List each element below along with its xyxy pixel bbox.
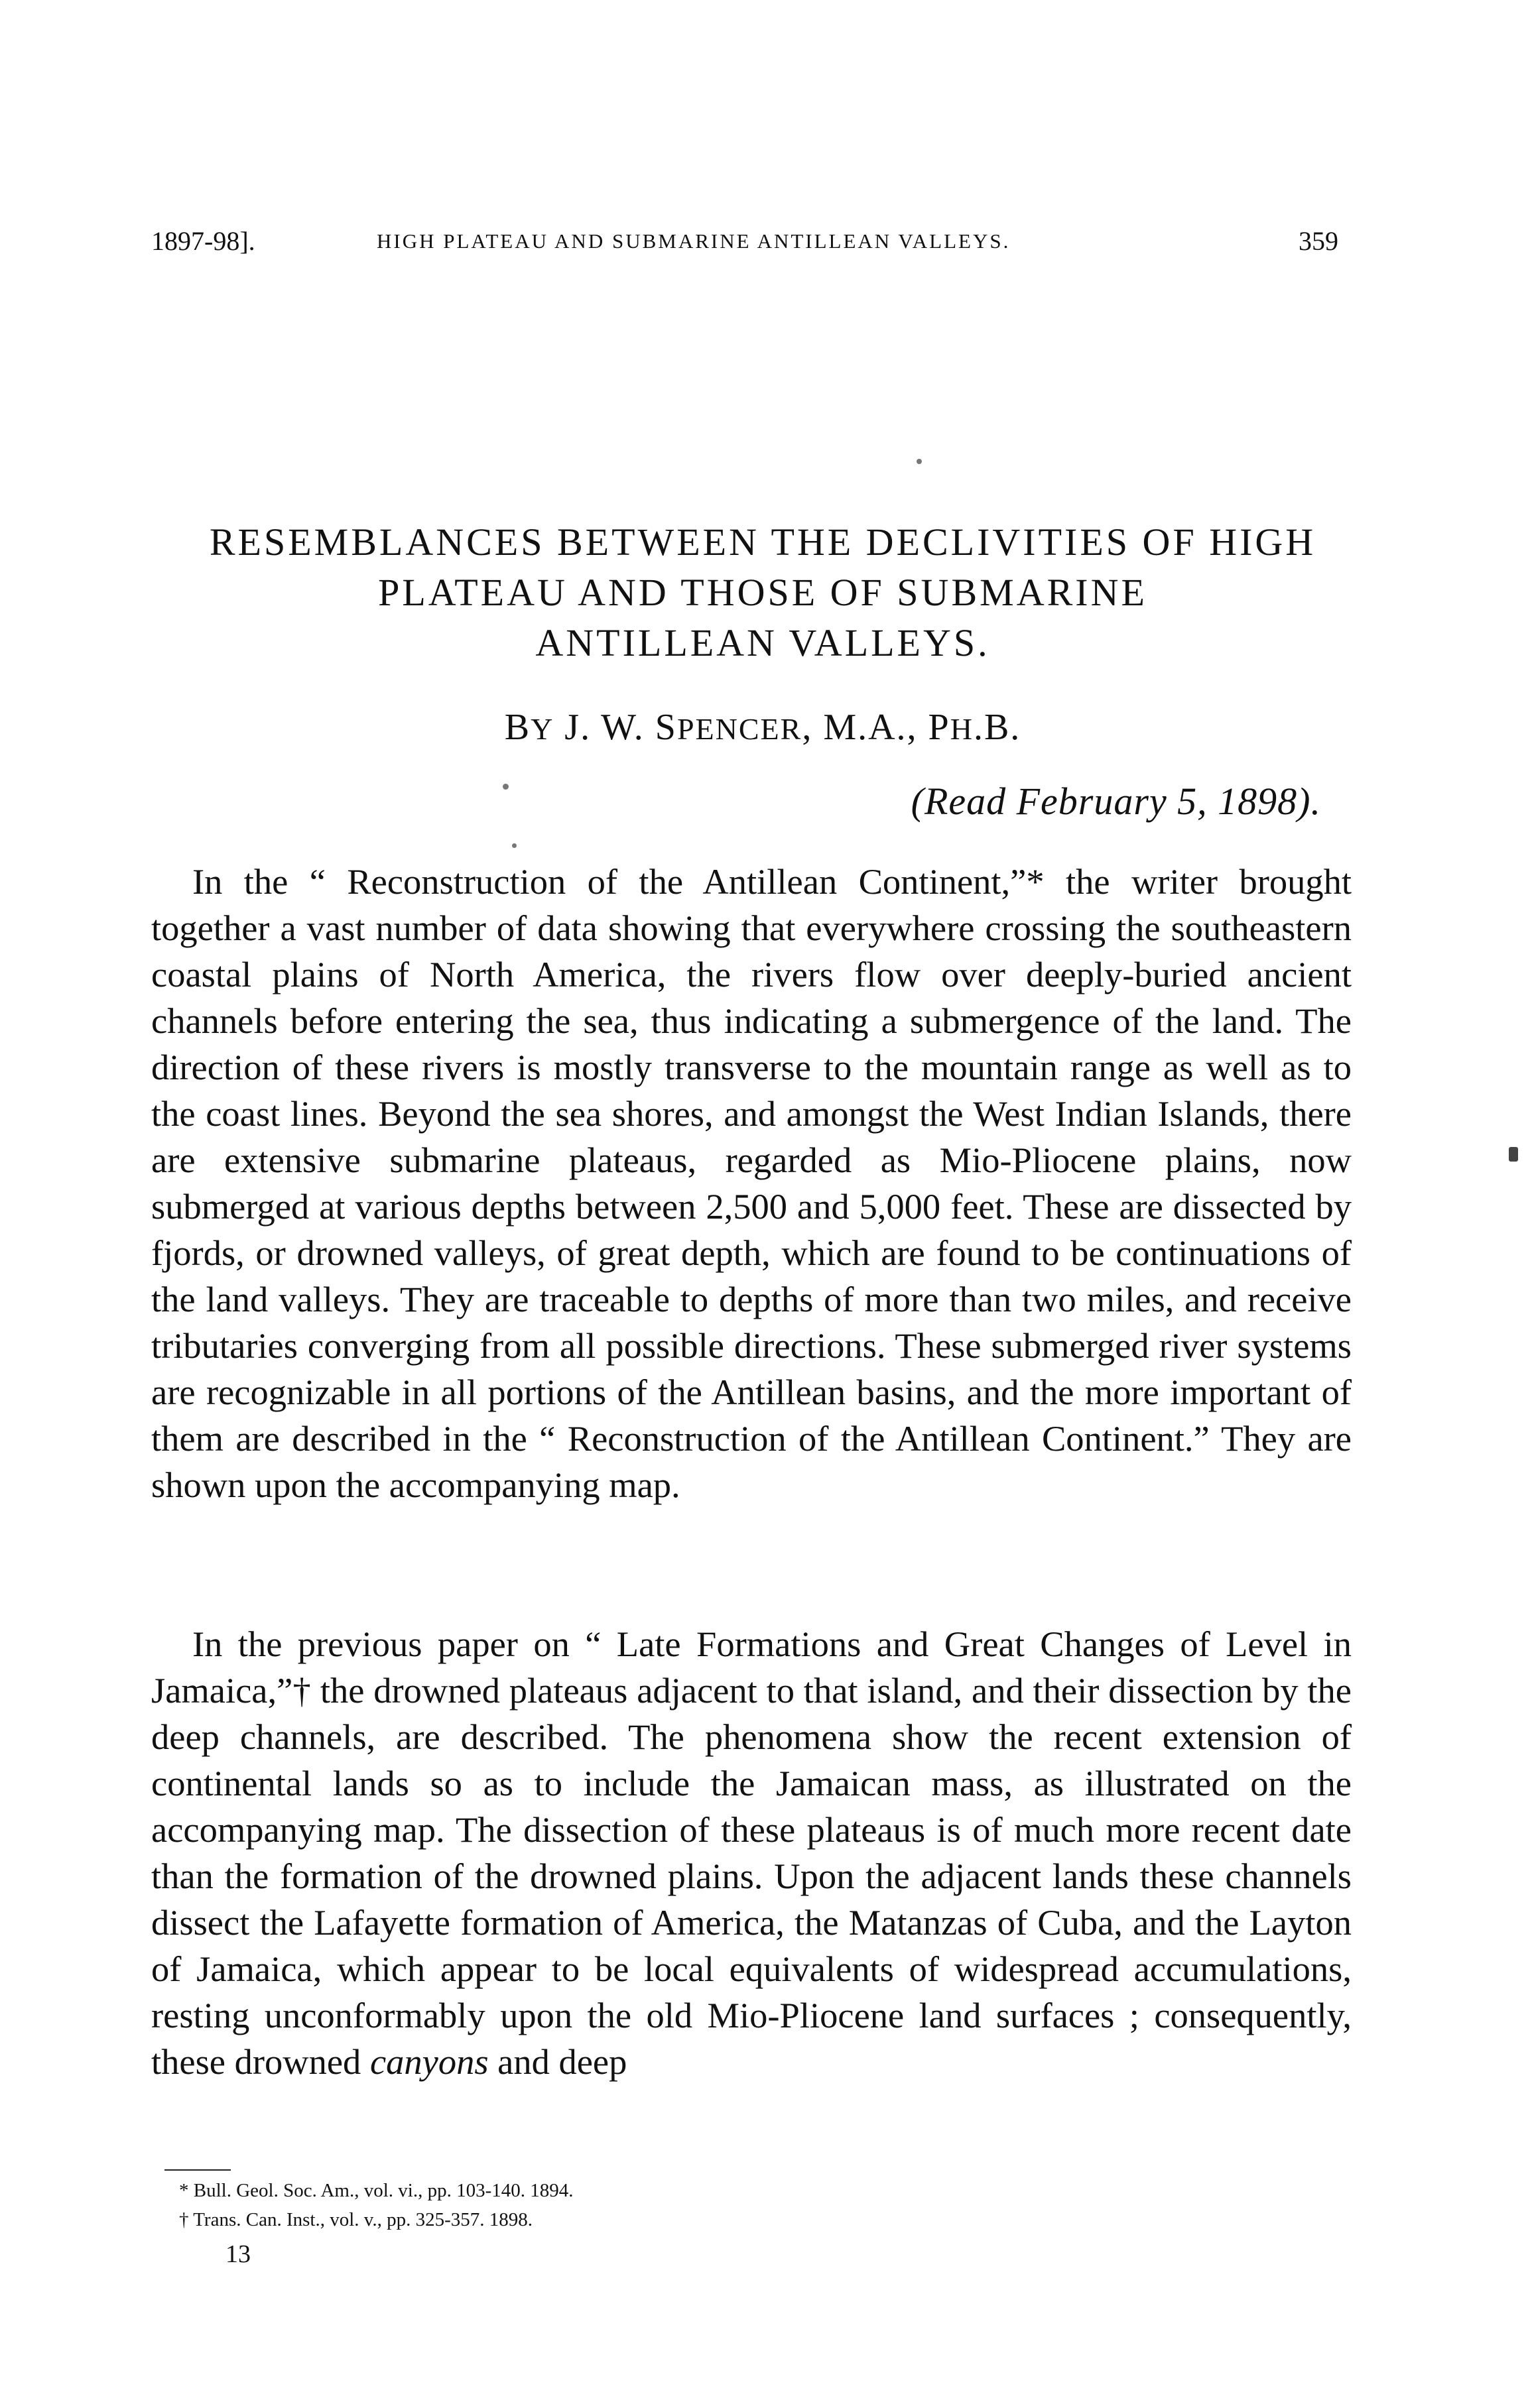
paragraph-2-text bbox=[151, 1621, 1352, 2085]
paragraph-2 bbox=[151, 1621, 1352, 2085]
scan-speck bbox=[503, 784, 509, 790]
running-head-year: 1897-98]. bbox=[151, 226, 255, 256]
signature-mark: 13 bbox=[225, 2240, 251, 2268]
paragraph-2-end: and deep bbox=[488, 2041, 627, 2082]
running-head-title: HIGH PLATEAU AND SUBMARINE ANTILLEAN VALLEYS. bbox=[377, 229, 1011, 253]
running-head bbox=[151, 225, 1338, 265]
title-line-3: ANTILLEAN VALLEYS. bbox=[535, 621, 990, 664]
byline-degree-mid: H bbox=[950, 712, 974, 746]
footnote-2: † Trans. Can. Inst., vol. v., pp. 325-357. 1898. bbox=[179, 2209, 533, 2230]
author-byline bbox=[99, 706, 1426, 749]
paragraph-1 bbox=[151, 859, 1352, 1508]
byline-degree: , M.A., P bbox=[802, 707, 950, 748]
title-line-2: PLATEAU AND THOSE OF SUBMARINE bbox=[378, 571, 1147, 614]
footnote-divider bbox=[164, 2169, 231, 2171]
title-line-1: RESEMBLANCES BETWEEN THE DECLIVITIES OF HIGH bbox=[209, 520, 1316, 564]
footnote-1: * Bull. Geol. Soc. Am., vol. vi., pp. 103-140. 1894. bbox=[179, 2180, 574, 2201]
byline-degree-end: .B. bbox=[973, 707, 1021, 748]
page-number: 359 bbox=[1299, 226, 1338, 256]
paragraph-2-italic: canyons bbox=[369, 2041, 489, 2082]
byline-by-rest: Y bbox=[531, 712, 554, 746]
paragraph-2-main: In the previous paper on “ Late Formations and Great Changes of Level in Jamaica,”† the drowned plateaus adjacent to that island, and their dissection by the deep channels, are described. The phenomena show the recent extension of continental lands so as to include the Jamaican mass, as illustrated on the accompanying map. The dissection of these plateaus is of much more recent date than the formation of the drowned plains. Upon the adjacent lands these channels dissect the Lafayette formation of America, the Matanzas of Cuba, and the Layton of Jamaica, which appear to be local equivalents of widespread accumulations, resting unconformably upon the old Mio-Pliocene land surfaces ; consequently, these drowned bbox=[151, 1624, 1352, 2082]
article-title bbox=[99, 517, 1426, 668]
scan-speck bbox=[917, 459, 922, 464]
scan-speck bbox=[512, 843, 517, 848]
byline-name-rest: PENCER bbox=[676, 712, 802, 746]
paragraph-1-text: In the “ Reconstruction of the Antillean Continent,”* the writer brought together a vast number of data showing that everywhere crossing the southeastern coastal plains of North America, the rivers flow over deeply-buried ancient channels before entering the sea, thus indicating a submergence of the land. The direction of these rivers is mostly transverse to the mountain range as well as to the coast lines. Beyond the sea shores, and amongst the West Indian Islands, there are extensive submarine plateaus, regarded as Mio-Pliocene plains, now submerged at various depths between 2,500 and 5,000 feet. These are dissected by fjords, or drowned valleys, of great depth, which are found to be continuations of the land valleys. They are traceable to depths of more than two miles, and receive tributaries converging from all possible directions. These submerged river systems are recognizable in all portions of the Antillean basins, and the more important of them are described in the “ Reconstruction of the Antillean Continent.” They are shown upon the accompanying map. bbox=[151, 861, 1352, 1505]
byline-by-initial: B bbox=[504, 707, 531, 748]
footnotes bbox=[179, 2176, 574, 2234]
read-date: (Read February 5, 1898). bbox=[911, 780, 1321, 823]
scan-speck bbox=[1509, 1147, 1518, 1162]
byline-name: J. W. S bbox=[564, 707, 677, 748]
